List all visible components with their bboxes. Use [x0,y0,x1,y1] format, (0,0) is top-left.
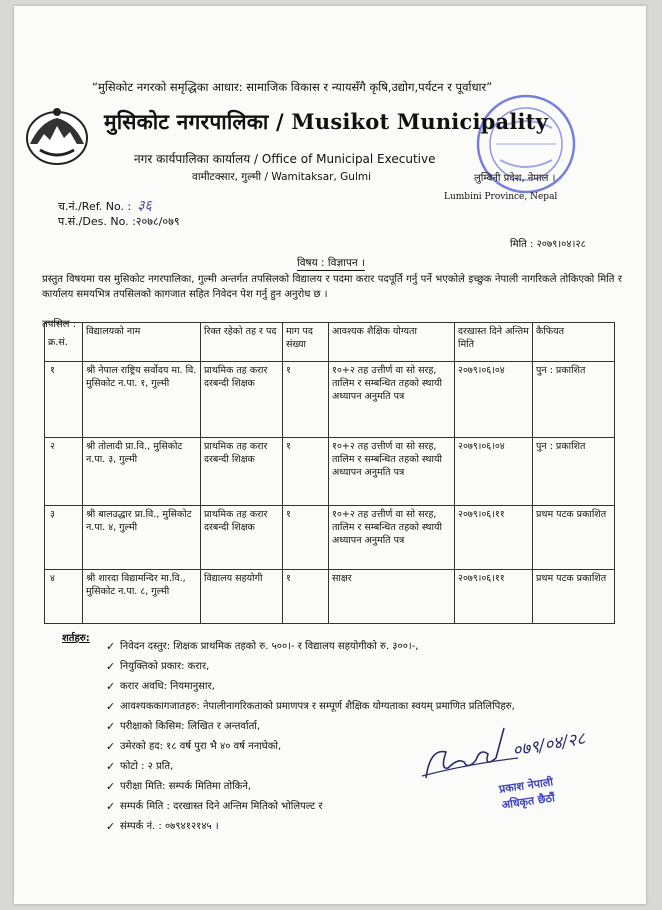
intro-paragraph: प्रस्तुत विषयमा यस मुसिकोट नगरपालिका, गुल्मी अन्तर्गत तपसिलको विद्यालय र पदमा करार पदपूर्ति गर्नु पर्ने भएकोले इच्छुक नेपाली नागरिकले तोकिएको मिति र कार्यालय समयभित्र तपसिलको कागजात सहित निवेदन पेश गर्नु हुन अनुरोध छ । [42,274,622,300]
cell-count: १ [283,506,329,570]
header-remarks: कैफियत [533,323,615,362]
cell-count: १ [283,570,329,624]
header-count: माग पद संख्या [283,323,329,362]
cell-deadline: २०७९।०६।०४ [455,362,533,438]
cell-post: प्राथमिक तह करार दरबन्दी शिक्षक [201,362,283,438]
cell-remarks: प्रथम पटक प्रकाशित [533,506,615,570]
vacancy-table [44,322,615,624]
cell-school: श्री नेपाल राष्ट्रिय सर्वोदय मा. वि. मुसिकोट न.पा. १, गुल्मी [83,362,201,438]
cell-post: प्राथमिक तह करार दरबन्दी शिक्षक [201,438,283,506]
subject-line [0,256,662,270]
header-qualification: आवश्यक शैक्षिक योग्यता [329,323,455,362]
list-item: ✓ सम्पर्क मिति : दरखास्त दिने अन्तिम मितिको भोलिपल्ट र [106,800,596,814]
cell-qualification: साक्षर [329,570,455,624]
officer-title: अधिकृत छैठौं [500,791,556,812]
cell-school: श्री शारदा विद्यामन्दिर मा.वि., मुसिकोट न.पा. ८, गुल्मी [83,570,201,624]
table-row [45,362,615,438]
cell-remarks: प्रथम पटक प्रकाशित [533,570,615,624]
table-row [45,438,615,506]
list-item: ✓ उमेरको हद: १८ वर्ष पुरा भै ४० वर्ष ननाघेको, [106,740,596,754]
cell-sn: १ [45,362,83,438]
motto: “मुसिकोट नगरको समृद्धिका आधार: सामाजिक विकास र न्यायसँगै कृषि,उद्योग,पर्यटन र पूर्वाधार” [92,80,493,94]
cell-remarks: पुन : प्रकाशित [533,438,615,506]
cell-deadline: २०७९।०६।११ [455,570,533,624]
cell-qualification: १०+२ तह उत्तीर्ण वा सो सरह, तालिम र सम्बन्धित तहको स्थायी अध्यापन अनुमति पत्र [329,362,455,438]
table-row [45,570,615,624]
signature-date: ०७९/०४/२८ [511,728,587,762]
table-row [45,506,615,570]
table-header-row [45,323,615,362]
cell-post: विद्यालय सहयोगी [201,570,283,624]
cell-remarks: पुन : प्रकाशित [533,362,615,438]
header-post: रिक्त रहेको तह र पद [201,323,283,362]
list-item: ✓ संम्पर्क नं. : ०७९४१२१४५ । [106,820,596,834]
header-deadline: दरखास्त दिने अन्तिम मिति [455,323,533,362]
cell-post: प्राथमिक तह करार दरबन्दी शिक्षक [201,506,283,570]
list-item: ✓ नियुक्तिको प्रकार: करार, [106,660,596,674]
province-nepali: लुम्बिनी प्रदेश, नेपाल । [474,173,556,184]
nepal-emblem-icon [22,104,92,168]
header-sn: क्र.सं. [45,323,83,362]
cell-deadline: २०७९।०६।०४ [455,438,533,506]
list-item: ✓ करार अवधि: नियमानुसार, [106,680,596,694]
office-address: वामीटक्सार, गुल्मी / Wamitaksar, Gulmi [192,171,372,183]
office-name: नगर कार्यपालिका कार्यालय / Office of Municipal Executive [134,152,436,166]
municipality-title: मुसिकोट नगरपालिका / Musikot Municipality [104,109,548,134]
cell-count: १ [283,362,329,438]
header-school: विद्यालयको नाम [83,323,201,362]
ref-number [58,196,152,215]
cell-qualification: १०+२ तह उत्तीर्ण वा सो सरह, तालिम र सम्बन्धित तहको स्थायी अध्यापन अनुमति पत्र [329,438,455,506]
cell-school: श्री बालउद्धार प्रा.वि., मुसिकोट न.पा. ४, गुल्मी [83,506,201,570]
list-item: ✓ परीक्षाको किसिम: लिखित र अन्तर्वार्ता, [106,720,596,734]
cell-school: श्री तोलादी प्रा.वि., मुसिकोट न.पा. ३, गुल्मी [83,438,201,506]
province-english: Lumbini Province, Nepal [444,192,558,202]
list-item: ✓ परीक्षा मिति: सम्पर्क मितिमा तोकिने, [106,780,596,794]
cell-sn: ४ [45,570,83,624]
letter-date: मिति : २०७९।०४।२८ [510,239,586,250]
ref-label: च.नं./Ref. No. : [58,200,132,213]
signature-icon [418,718,528,788]
cell-sn: २ [45,438,83,506]
cell-count: १ [283,438,329,506]
ref-value: ३६ [137,198,152,214]
cell-sn: ३ [45,506,83,570]
list-item: ✓ आवश्यककागजातहरु: नेपालीनागरिकताको प्रमाणपत्र र सम्पूर्ण शैक्षिक योग्यताका स्वयम् प्रमाणित प्रतिलिपिहरु, [106,700,596,714]
details-label: तपसिल : [42,319,77,330]
des-number: प.सं./Des. No. :२०७८/०७९ [58,215,180,228]
conditions-heading: शर्तहरु: [62,633,90,644]
list-item: ✓ निवेदन दस्तुर: शिक्षक प्राथमिक तहको रु. ५००।- र विद्यालय सहयोगीको रु. ३००।-, [106,640,596,654]
cell-qualification: १०+२ तह उत्तीर्ण वा सो सरह, तालिम र सम्बन्धित तहको स्थायी अध्यापन अनुमति पत्र [329,506,455,570]
officer-name: प्रकाश नेपाली [498,775,554,796]
cell-deadline: २०७९।०६।११ [455,506,533,570]
subject-text: विषय : विज्ञापन । [296,257,366,269]
list-item: ✓ फोटो : २ प्रति, [106,760,596,774]
